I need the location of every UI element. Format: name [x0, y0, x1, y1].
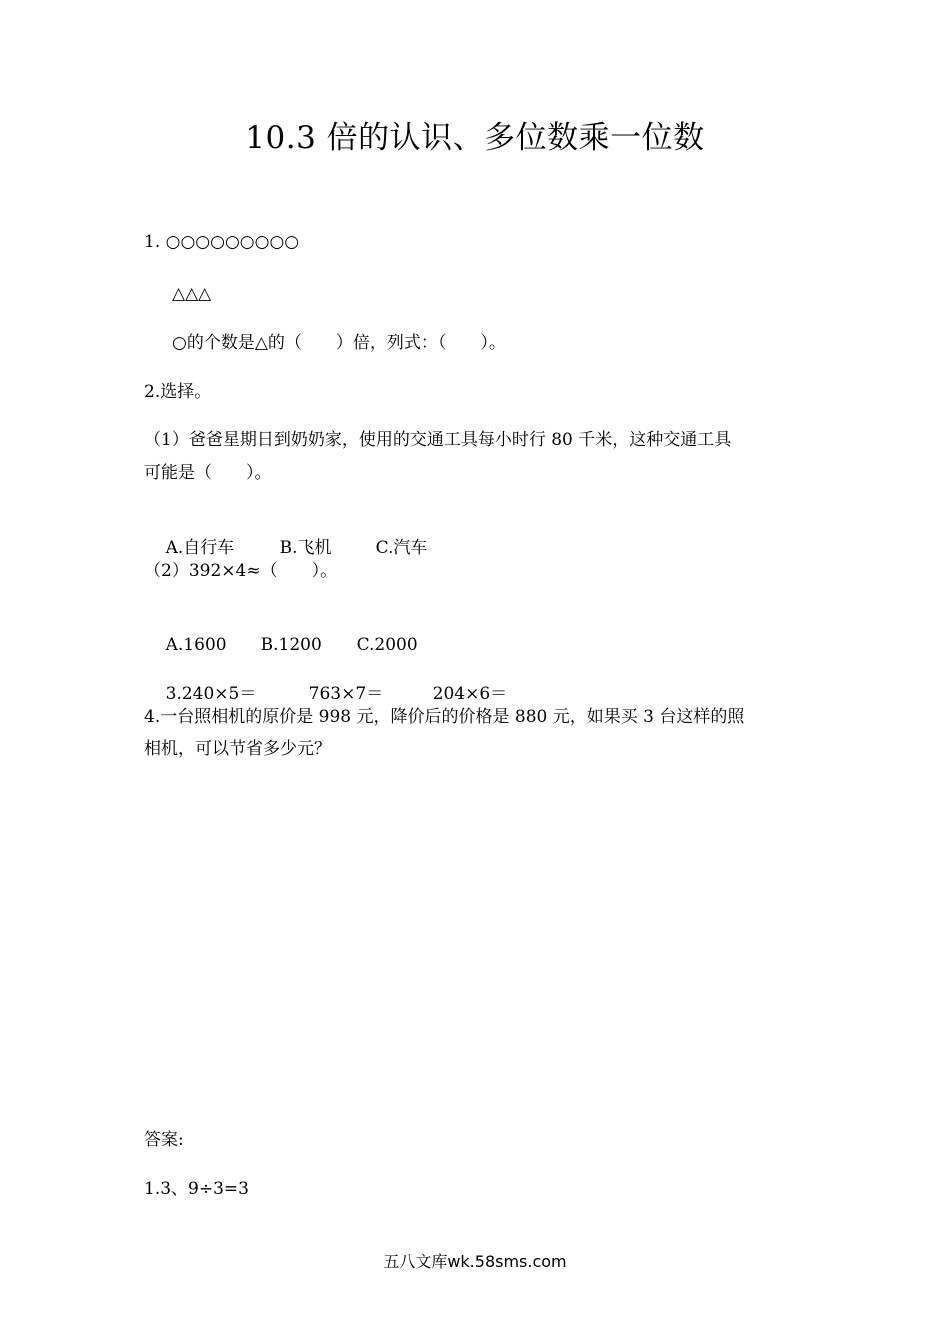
q2-part1-line1: （1）爸爸星期日到奶奶家，使用的交通工具每小时行 80 千米，这种交通工具 — [144, 430, 732, 450]
q1-triangles: △△△ — [172, 284, 212, 304]
q1-question: ○的个数是△的（ ）倍，列式：（ ）。 — [172, 333, 506, 353]
q2-part1-line2: 可能是（ ）。 — [144, 463, 272, 483]
option-a: A.自行车 — [165, 538, 235, 558]
calc-item: 763×7＝ — [308, 684, 384, 704]
option-a: A.1600 — [165, 635, 227, 655]
page-title: 10.3 倍的认识、多位数乘一位数 — [245, 120, 705, 156]
q4-line2: 相机，可以节省多少元？ — [144, 739, 331, 759]
option-b: B.飞机 — [279, 538, 332, 558]
footer-watermark: 五八文库wk.58sms.com — [383, 1252, 567, 1271]
q2-heading: 2.选择。 — [144, 382, 212, 402]
answers-heading: 答案: — [144, 1130, 184, 1150]
q1-circles: 1. ○○○○○○○○○ — [144, 232, 300, 252]
option-c: C.汽车 — [375, 538, 428, 558]
answer-1: 1.3、9÷3=3 — [144, 1179, 249, 1199]
option-c: C.2000 — [356, 635, 418, 655]
q4-line1: 4.一台照相机的原价是 998 元，降价后的价格是 880 元，如果买 3 台这样的照 — [144, 707, 745, 727]
option-b: B.1200 — [260, 635, 322, 655]
calc-item: 3.240×5＝ — [165, 684, 257, 704]
q2-part2: （2）392×4≈（ ）。 — [144, 561, 338, 581]
calc-item: 204×6＝ — [432, 684, 508, 704]
